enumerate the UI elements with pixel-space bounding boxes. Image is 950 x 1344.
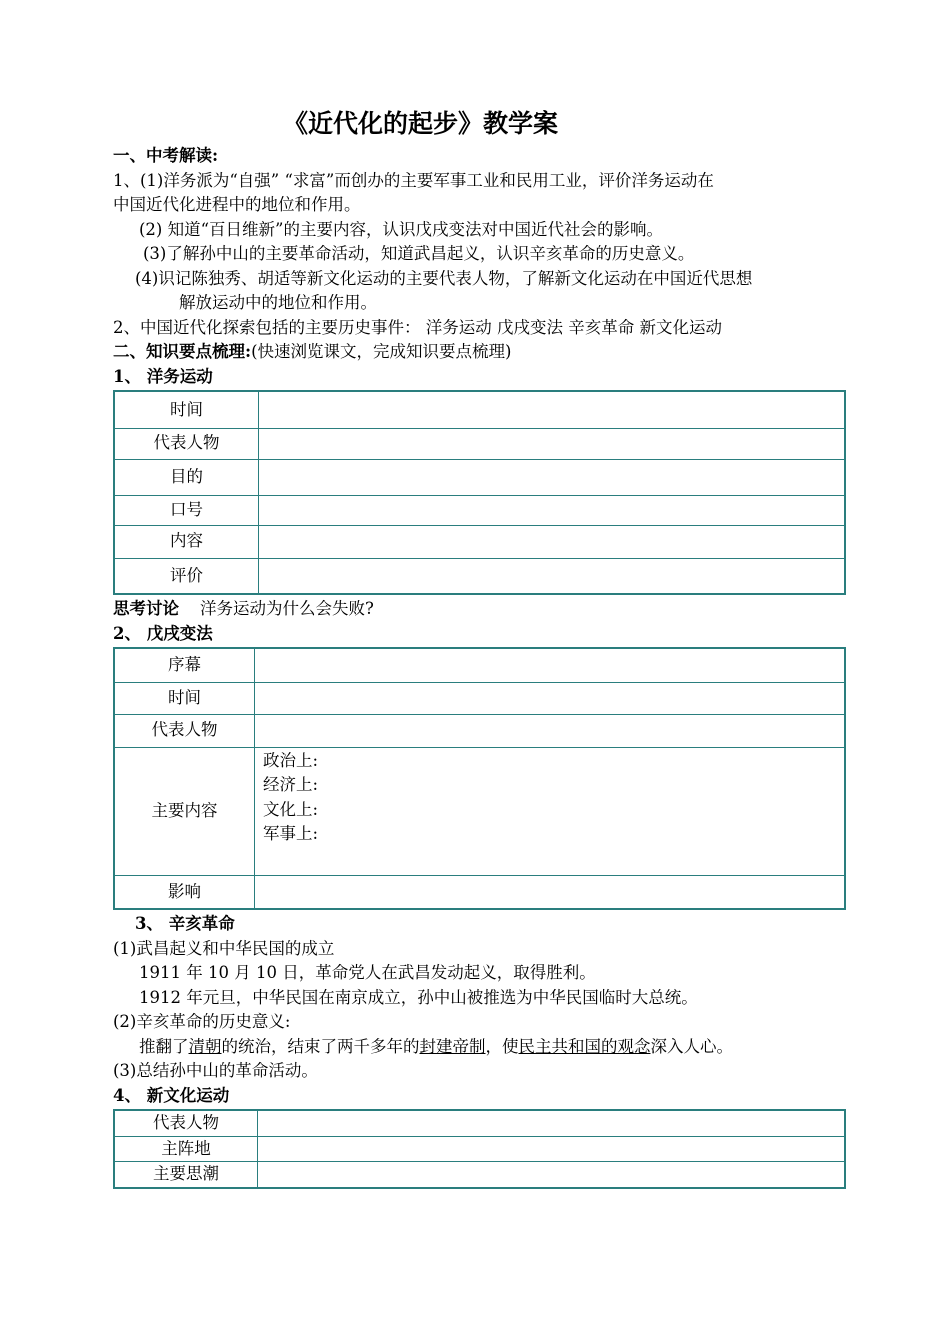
row-label: 内容 <box>114 525 259 558</box>
think-question: 洋务运动为什么会失败? <box>199 599 374 618</box>
answer-cell[interactable] <box>259 428 846 459</box>
subsection-heading: 4、 新文化运动 <box>113 1085 230 1105</box>
main-content-cell[interactable] <box>255 747 846 875</box>
answer-cell[interactable] <box>255 714 846 747</box>
answer-cell[interactable] <box>259 495 846 525</box>
content-line: 经济上: <box>263 775 319 794</box>
heading-note: (快速浏览课文，完成知识要点梳理) <box>251 342 512 361</box>
answer-cell[interactable] <box>258 1162 846 1188</box>
row-label: 评价 <box>114 558 259 594</box>
think-label: 思考讨论 <box>113 599 179 618</box>
text-run: 深入人心。 <box>650 1036 733 1056</box>
page-title: 《近代化的起步》教学案 <box>282 109 558 138</box>
paragraph: 1912 年元旦，中华民国在南京成立，孙中山被推选为中华民国临时大总统。 <box>139 987 698 1007</box>
row-label: 时间 <box>114 391 259 428</box>
paragraph: 1911 年 10 月 10 日，革命党人在武昌发动起义，取得胜利。 <box>139 963 596 982</box>
paragraph: (2) 知道“百日维新”的主要内容，认识戊戌变法对中国近代社会的影响。 <box>139 219 663 239</box>
paragraph: (2)辛亥革命的历史意义: <box>113 1012 291 1031</box>
paragraph: 1、(1)洋务派为“自强” “求富”而创办的主要军事工业和民用工业，评价洋务运动在 <box>113 170 714 190</box>
paragraph <box>113 1035 848 1060</box>
paragraph: 解放运动中的地位和作用。 <box>179 293 377 312</box>
content-line: 政治上: <box>263 750 319 770</box>
row-label: 时间 <box>114 682 255 714</box>
subsection-heading: 2、 戊戌变法 <box>113 623 213 643</box>
wuxu-table <box>113 647 846 910</box>
answer-cell[interactable] <box>259 525 846 558</box>
answer-cell[interactable] <box>255 648 846 682</box>
underlined-text: 清朝 <box>188 1036 222 1056</box>
paragraph: 2、中国近代化探索包括的主要历史事件： 洋务运动 戊戌变法 辛亥革命 新文化运动 <box>113 317 722 337</box>
content-line: 军事上: <box>263 824 319 843</box>
row-label: 代表人物 <box>114 1110 258 1136</box>
row-label: 影响 <box>114 875 255 909</box>
paragraph: (3)了解孙中山的主要革命活动，知道武昌起义，认识辛亥革命的历史意义。 <box>143 244 695 263</box>
row-label: 主要思潮 <box>114 1162 258 1188</box>
section-heading: 一、中考解读: <box>113 146 219 165</box>
text-run: 推翻了 <box>139 1036 189 1056</box>
yangwu-table <box>113 390 846 595</box>
answer-cell[interactable] <box>259 558 846 594</box>
subsection-heading: 3、 辛亥革命 <box>135 914 235 933</box>
underlined-text: 封建帝制 <box>419 1036 486 1056</box>
answer-cell[interactable] <box>258 1110 846 1136</box>
think-discussion <box>113 597 848 622</box>
answer-cell[interactable] <box>259 459 846 495</box>
xinwenhua-table <box>113 1109 846 1189</box>
answer-cell[interactable] <box>255 682 846 714</box>
row-label: 主要内容 <box>114 747 255 875</box>
paragraph: (1)武昌起义和中华民国的成立 <box>113 938 335 958</box>
document-page <box>113 104 848 1191</box>
answer-cell[interactable] <box>259 391 846 428</box>
answer-cell[interactable] <box>255 875 846 909</box>
row-label: 代表人物 <box>114 428 259 459</box>
heading-text: 二、知识要点梳理: <box>113 342 252 361</box>
subsection-heading: 1、 洋务运动 <box>113 366 213 386</box>
section-heading <box>113 340 848 365</box>
row-label: 主阵地 <box>114 1136 258 1162</box>
row-label: 目的 <box>114 459 259 495</box>
answer-cell[interactable] <box>258 1136 846 1162</box>
paragraph: 中国近代化进程中的地位和作用。 <box>113 195 361 214</box>
text-run: 的统治，结束了两千多年的 <box>221 1036 420 1056</box>
paragraph: (3)总结孙中山的革命活动。 <box>113 1061 318 1080</box>
paragraph: (4)识记陈独秀、胡适等新文化运动的主要代表人物，了解新文化运动在中国近代思想 <box>135 268 753 288</box>
text-run: ，使 <box>485 1036 519 1056</box>
underlined-text: 民主共和国的观念 <box>518 1036 651 1056</box>
row-label: 代表人物 <box>114 714 255 747</box>
row-label: 口号 <box>114 495 259 525</box>
row-label: 序幕 <box>114 648 255 682</box>
content-line: 文化上: <box>263 799 319 819</box>
